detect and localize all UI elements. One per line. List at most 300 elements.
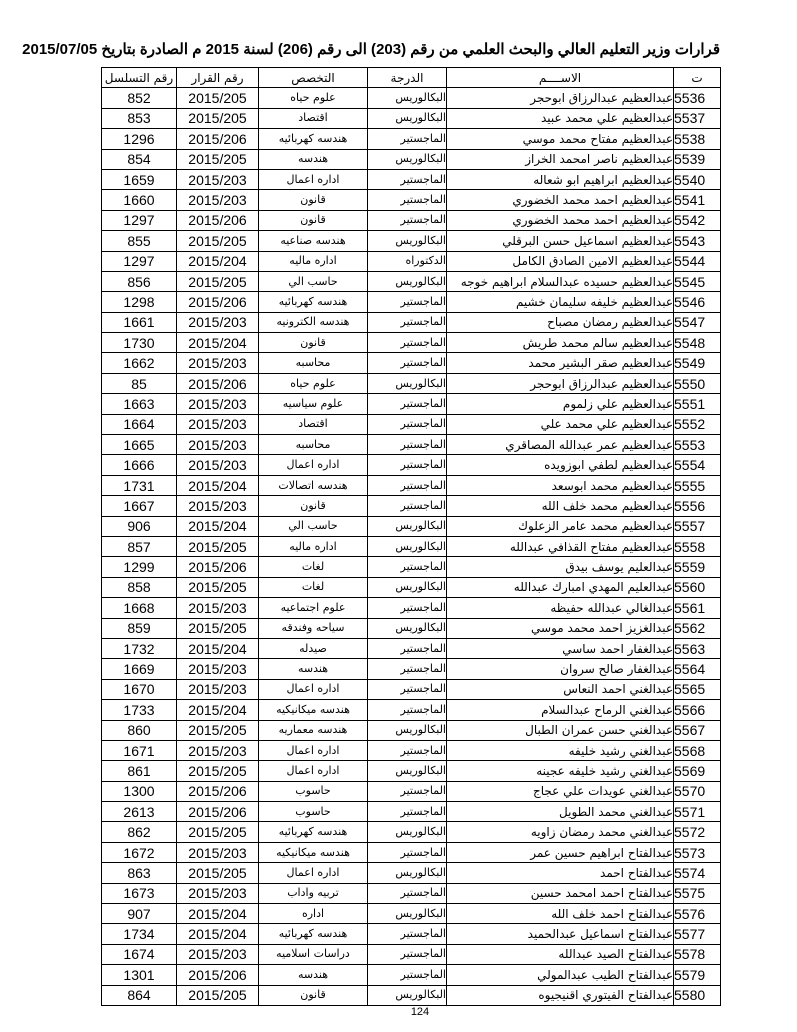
cell-name: عبدالعظيم مفتاح محمد موسي xyxy=(447,129,674,149)
table-row xyxy=(102,700,721,720)
table-header-row xyxy=(102,68,721,88)
cell-decision: 2015/203 xyxy=(177,190,259,210)
cell-no: 5544 xyxy=(674,251,721,271)
cell-specialty: هندسه الكترونيه xyxy=(259,312,368,332)
table-row xyxy=(102,373,721,393)
cell-serial: 1296 xyxy=(102,129,177,149)
cell-degree: الماجستير xyxy=(368,394,447,414)
cell-no: 5578 xyxy=(674,944,721,964)
cell-specialty: سياحه وفندقه xyxy=(259,618,368,638)
cell-no: 5548 xyxy=(674,333,721,353)
cell-specialty: هندسه ميكانيكيه xyxy=(259,842,368,862)
cell-decision: 2015/205 xyxy=(177,985,259,1005)
cell-no: 5580 xyxy=(674,985,721,1005)
cell-serial: 863 xyxy=(102,863,177,883)
header-serial: رقم التسلسل xyxy=(102,68,177,88)
cell-serial: 862 xyxy=(102,822,177,842)
cell-serial: 1667 xyxy=(102,496,177,516)
cell-degree: الماجستير xyxy=(368,638,447,658)
cell-serial: 1663 xyxy=(102,394,177,414)
cell-name: عبدالغني احمد النعاس xyxy=(447,679,674,699)
cell-serial: 85 xyxy=(102,373,177,393)
cell-specialty: اداره اعمال xyxy=(259,863,368,883)
cell-no: 5573 xyxy=(674,842,721,862)
cell-no: 5565 xyxy=(674,679,721,699)
cell-serial: 1730 xyxy=(102,333,177,353)
cell-name: عبدالفتاح ابراهيم حسين عمر xyxy=(447,842,674,862)
cell-degree: الماجستير xyxy=(368,679,447,699)
table-row xyxy=(102,190,721,210)
cell-decision: 2015/206 xyxy=(177,965,259,985)
cell-name: عبدالغني محمد رمضان زاويه xyxy=(447,822,674,842)
table-row xyxy=(102,475,721,495)
cell-specialty: لغات xyxy=(259,557,368,577)
table-row xyxy=(102,802,721,822)
cell-serial: 1674 xyxy=(102,944,177,964)
cell-name: عبدالعظيم رمضان مصباح xyxy=(447,312,674,332)
cell-serial: 1661 xyxy=(102,312,177,332)
table-row xyxy=(102,883,721,903)
cell-name: عبدالغالي عبدالله حفيظه xyxy=(447,598,674,618)
cell-specialty: هندسه xyxy=(259,965,368,985)
cell-decision: 2015/204 xyxy=(177,700,259,720)
table-row xyxy=(102,924,721,944)
cell-serial: 852 xyxy=(102,88,177,108)
table-row xyxy=(102,496,721,516)
cell-specialty: هندسه كهربائيه xyxy=(259,924,368,944)
cell-specialty: هندسه صناعيه xyxy=(259,231,368,251)
cell-name: عبدالغني الرماح عبدالسلام xyxy=(447,700,674,720)
cell-name: عبدالعظيم علي محمد عبيد xyxy=(447,108,674,128)
cell-name: عبدالعليم يوسف بيدق xyxy=(447,557,674,577)
cell-decision: 2015/203 xyxy=(177,394,259,414)
cell-no: 5570 xyxy=(674,781,721,801)
cell-degree: البكالوريس xyxy=(368,149,447,169)
table-row xyxy=(102,985,721,1005)
table-row xyxy=(102,761,721,781)
table-row xyxy=(102,108,721,128)
cell-name: عبدالفتاح اسماعيل عبدالحميد xyxy=(447,924,674,944)
cell-name: عبدالغزيز احمد محمد موسي xyxy=(447,618,674,638)
cell-degree: البكالوريس xyxy=(368,108,447,128)
table-row xyxy=(102,781,721,801)
cell-degree: الماجستير xyxy=(368,190,447,210)
cell-specialty: اقتصاد xyxy=(259,414,368,434)
cell-degree: البكالوريس xyxy=(368,88,447,108)
cell-serial: 856 xyxy=(102,271,177,291)
cell-decision: 2015/206 xyxy=(177,557,259,577)
cell-decision: 2015/203 xyxy=(177,312,259,332)
cell-name: عبدالغفار احمد ساسي xyxy=(447,638,674,658)
cell-name: عبدالغني عويدات علي عجاج xyxy=(447,781,674,801)
cell-specialty: علوم سياسيه xyxy=(259,394,368,414)
cell-serial: 1733 xyxy=(102,700,177,720)
cell-specialty: قانون xyxy=(259,985,368,1005)
cell-specialty: اداره ماليه xyxy=(259,251,368,271)
cell-serial: 853 xyxy=(102,108,177,128)
cell-decision: 2015/205 xyxy=(177,88,259,108)
cell-name: عبدالعظيم خليفه سليمان خشيم xyxy=(447,292,674,312)
cell-no: 5561 xyxy=(674,598,721,618)
cell-specialty: هندسه معماريه xyxy=(259,720,368,740)
cell-name: عبدالعظيم ابراهيم ابو شعاله xyxy=(447,169,674,189)
cell-name: عبدالفتاح احمد امحمد حسين xyxy=(447,883,674,903)
cell-decision: 2015/203 xyxy=(177,414,259,434)
cell-serial: 1732 xyxy=(102,638,177,658)
cell-specialty: اقتصاد xyxy=(259,108,368,128)
cell-name: عبدالعظيم مفتاح القذافي عبدالله xyxy=(447,536,674,556)
cell-degree: الماجستير xyxy=(368,169,447,189)
page-number: 124 xyxy=(410,1006,430,1018)
cell-degree: البكالوريس xyxy=(368,373,447,393)
header-specialty: التخصص xyxy=(259,68,368,88)
cell-degree: البكالوريس xyxy=(368,536,447,556)
cell-degree: البكالوريس xyxy=(368,904,447,924)
cell-specialty: هندسه كهربائيه xyxy=(259,822,368,842)
table-row xyxy=(102,231,721,251)
cell-serial: 1300 xyxy=(102,781,177,801)
table-row xyxy=(102,638,721,658)
cell-serial: 1664 xyxy=(102,414,177,434)
cell-name: عبدالفتاح احمد xyxy=(447,863,674,883)
cell-no: 5566 xyxy=(674,700,721,720)
table-row xyxy=(102,129,721,149)
cell-no: 5541 xyxy=(674,190,721,210)
cell-degree: البكالوريس xyxy=(368,577,447,597)
table-row xyxy=(102,720,721,740)
cell-name: عبدالعظيم اسماعيل حسن البرقلي xyxy=(447,231,674,251)
cell-no: 5574 xyxy=(674,863,721,883)
cell-no: 5576 xyxy=(674,904,721,924)
cell-degree: البكالوريس xyxy=(368,985,447,1005)
table-row xyxy=(102,598,721,618)
cell-degree: الماجستير xyxy=(368,659,447,679)
cell-specialty: صيدله xyxy=(259,638,368,658)
cell-name: عبدالعظيم محمد خلف الله xyxy=(447,496,674,516)
cell-degree: البكالوريس xyxy=(368,761,447,781)
table-row xyxy=(102,312,721,332)
cell-degree: البكالوريس xyxy=(368,863,447,883)
cell-name: عبدالعظيم محمد عامر الزعلوك xyxy=(447,516,674,536)
cell-no: 5552 xyxy=(674,414,721,434)
cell-no: 5572 xyxy=(674,822,721,842)
cell-name: عبدالعظيم صقر البشير محمد xyxy=(447,353,674,373)
cell-serial: 860 xyxy=(102,720,177,740)
cell-decision: 2015/204 xyxy=(177,475,259,495)
cell-name: عبدالعظيم ناصر امحمد الخراز xyxy=(447,149,674,169)
cell-degree: الماجستير xyxy=(368,496,447,516)
table-row xyxy=(102,251,721,271)
cell-decision: 2015/206 xyxy=(177,781,259,801)
cell-decision: 2015/205 xyxy=(177,618,259,638)
document-title: قرارات وزير التعليم العالي والبحث العلمي من رقم (203) الى رقم (206) لسنة 2015 م الصادرة بتاريخ 2015/07/05 xyxy=(22,41,720,58)
cell-decision: 2015/203 xyxy=(177,435,259,455)
cell-no: 5571 xyxy=(674,802,721,822)
cell-name: عبدالعظيم عبدالرزاق ابوحجر xyxy=(447,373,674,393)
cell-specialty: حاسب الي xyxy=(259,271,368,291)
cell-degree: البكالوريس xyxy=(368,720,447,740)
cell-no: 5563 xyxy=(674,638,721,658)
cell-no: 5540 xyxy=(674,169,721,189)
decisions-table xyxy=(101,67,721,1006)
cell-name: عبدالغفار صالح سروان xyxy=(447,659,674,679)
cell-degree: الماجستير xyxy=(368,842,447,862)
cell-serial: 1669 xyxy=(102,659,177,679)
cell-name: عبدالفتاح الفيتوري اقنيجيوه xyxy=(447,985,674,1005)
cell-no: 5556 xyxy=(674,496,721,516)
cell-specialty: اداره xyxy=(259,904,368,924)
cell-decision: 2015/203 xyxy=(177,455,259,475)
cell-name: عبدالعظيم علي زلموم xyxy=(447,394,674,414)
table-row xyxy=(102,536,721,556)
cell-specialty: علوم اجتماعيه xyxy=(259,598,368,618)
cell-specialty: لغات xyxy=(259,577,368,597)
cell-serial: 1297 xyxy=(102,251,177,271)
cell-serial: 1671 xyxy=(102,740,177,760)
cell-no: 5545 xyxy=(674,271,721,291)
cell-degree: الماجستير xyxy=(368,312,447,332)
cell-no: 5568 xyxy=(674,740,721,760)
cell-no: 5569 xyxy=(674,761,721,781)
cell-specialty: محاسبه xyxy=(259,353,368,373)
cell-serial: 864 xyxy=(102,985,177,1005)
cell-name: عبدالعظيم الامين الصادق الكامل xyxy=(447,251,674,271)
cell-specialty: هندسه xyxy=(259,659,368,679)
cell-no: 5567 xyxy=(674,720,721,740)
cell-no: 5577 xyxy=(674,924,721,944)
cell-degree: الدكتوراه xyxy=(368,251,447,271)
cell-specialty: هندسه كهربائيه xyxy=(259,292,368,312)
cell-specialty: هندسه xyxy=(259,149,368,169)
cell-degree: الماجستير xyxy=(368,740,447,760)
cell-degree: الماجستير xyxy=(368,455,447,475)
table-row xyxy=(102,394,721,414)
cell-specialty: هندسه كهربائيه xyxy=(259,129,368,149)
cell-serial: 1662 xyxy=(102,353,177,373)
cell-serial: 858 xyxy=(102,577,177,597)
cell-degree: الماجستير xyxy=(368,944,447,964)
cell-serial: 1672 xyxy=(102,842,177,862)
table-row xyxy=(102,455,721,475)
table-row xyxy=(102,516,721,536)
cell-degree: الماجستير xyxy=(368,557,447,577)
cell-specialty: اداره اعمال xyxy=(259,169,368,189)
cell-degree: الماجستير xyxy=(368,883,447,903)
cell-decision: 2015/205 xyxy=(177,863,259,883)
cell-decision: 2015/204 xyxy=(177,516,259,536)
cell-decision: 2015/206 xyxy=(177,129,259,149)
cell-decision: 2015/205 xyxy=(177,822,259,842)
table-row xyxy=(102,679,721,699)
cell-decision: 2015/205 xyxy=(177,231,259,251)
cell-name: عبدالغني محمد الطويل xyxy=(447,802,674,822)
header-no: ت xyxy=(674,68,721,88)
cell-name: عبدالعليم المهدي امبارك عبدالله xyxy=(447,577,674,597)
table-row xyxy=(102,333,721,353)
cell-specialty: قانون xyxy=(259,333,368,353)
table-row xyxy=(102,740,721,760)
cell-decision: 2015/206 xyxy=(177,292,259,312)
cell-specialty: اداره اعمال xyxy=(259,740,368,760)
cell-serial: 854 xyxy=(102,149,177,169)
cell-name: عبدالعظيم احمد محمد الخضوري xyxy=(447,190,674,210)
table-row xyxy=(102,822,721,842)
cell-decision: 2015/203 xyxy=(177,353,259,373)
table-row xyxy=(102,271,721,291)
cell-degree: الماجستير xyxy=(368,924,447,944)
cell-serial: 1660 xyxy=(102,190,177,210)
cell-serial: 1659 xyxy=(102,169,177,189)
cell-specialty: محاسبه xyxy=(259,435,368,455)
cell-decision: 2015/206 xyxy=(177,210,259,230)
table-row xyxy=(102,88,721,108)
cell-serial: 855 xyxy=(102,231,177,251)
cell-specialty: قانون xyxy=(259,210,368,230)
cell-degree: البكالوريس xyxy=(368,516,447,536)
cell-no: 5558 xyxy=(674,536,721,556)
cell-serial: 1299 xyxy=(102,557,177,577)
cell-specialty: هندسه اتصالات xyxy=(259,475,368,495)
cell-degree: البكالوريس xyxy=(368,822,447,842)
cell-serial: 1666 xyxy=(102,455,177,475)
table-row xyxy=(102,353,721,373)
cell-decision: 2015/203 xyxy=(177,659,259,679)
cell-decision: 2015/204 xyxy=(177,251,259,271)
cell-decision: 2015/206 xyxy=(177,373,259,393)
cell-specialty: اداره ماليه xyxy=(259,536,368,556)
cell-decision: 2015/205 xyxy=(177,577,259,597)
cell-degree: الماجستير xyxy=(368,333,447,353)
cell-decision: 2015/204 xyxy=(177,333,259,353)
cell-decision: 2015/205 xyxy=(177,108,259,128)
cell-decision: 2015/205 xyxy=(177,149,259,169)
cell-specialty: حاسب الي xyxy=(259,516,368,536)
cell-serial: 857 xyxy=(102,536,177,556)
cell-name: عبدالعظيم عمر عبدالله المصاقري xyxy=(447,435,674,455)
cell-decision: 2015/203 xyxy=(177,679,259,699)
cell-specialty: اداره اعمال xyxy=(259,455,368,475)
cell-specialty: حاسوب xyxy=(259,802,368,822)
cell-decision: 2015/203 xyxy=(177,944,259,964)
cell-serial: 1297 xyxy=(102,210,177,230)
cell-name: عبدالعظيم لطفي ابوزويده xyxy=(447,455,674,475)
cell-no: 5560 xyxy=(674,577,721,597)
cell-name: عبدالعظيم محمد ابوسعد xyxy=(447,475,674,495)
cell-serial: 1668 xyxy=(102,598,177,618)
cell-serial: 906 xyxy=(102,516,177,536)
cell-degree: البكالوريس xyxy=(368,271,447,291)
cell-no: 5553 xyxy=(674,435,721,455)
cell-degree: الماجستير xyxy=(368,435,447,455)
cell-specialty: علوم حياه xyxy=(259,88,368,108)
cell-degree: الماجستير xyxy=(368,292,447,312)
header-degree: الدرجة xyxy=(368,68,447,88)
table-body xyxy=(102,88,721,1006)
cell-name: عبدالغني رشيد خليفه عجينه xyxy=(447,761,674,781)
cell-name: عبدالعظيم احمد محمد الخضوري xyxy=(447,210,674,230)
cell-specialty: اداره اعمال xyxy=(259,761,368,781)
cell-degree: الماجستير xyxy=(368,129,447,149)
cell-degree: الماجستير xyxy=(368,210,447,230)
cell-serial: 907 xyxy=(102,904,177,924)
cell-name: عبدالعظيم علي محمد علي xyxy=(447,414,674,434)
cell-no: 5542 xyxy=(674,210,721,230)
cell-no: 5554 xyxy=(674,455,721,475)
cell-name: عبدالعظيم حسيده عبدالسلام ابراهيم خوجه xyxy=(447,271,674,291)
table-row xyxy=(102,842,721,862)
table-row xyxy=(102,292,721,312)
cell-specialty: قانون xyxy=(259,190,368,210)
cell-serial: 2613 xyxy=(102,802,177,822)
table-row xyxy=(102,210,721,230)
cell-decision: 2015/203 xyxy=(177,883,259,903)
cell-decision: 2015/205 xyxy=(177,761,259,781)
cell-specialty: تربيه واداب xyxy=(259,883,368,903)
cell-serial: 1734 xyxy=(102,924,177,944)
cell-decision: 2015/204 xyxy=(177,904,259,924)
cell-name: عبدالغني رشيد خليفه xyxy=(447,740,674,760)
cell-decision: 2015/203 xyxy=(177,842,259,862)
cell-no: 5562 xyxy=(674,618,721,638)
cell-degree: الماجستير xyxy=(368,781,447,801)
cell-decision: 2015/205 xyxy=(177,720,259,740)
table-row xyxy=(102,659,721,679)
table-row xyxy=(102,577,721,597)
cell-degree: الماجستير xyxy=(368,700,447,720)
table-row xyxy=(102,863,721,883)
cell-specialty: دراسات اسلاميه xyxy=(259,944,368,964)
cell-serial: 1301 xyxy=(102,965,177,985)
cell-degree: الماجستير xyxy=(368,414,447,434)
cell-no: 5536 xyxy=(674,88,721,108)
cell-degree: الماجستير xyxy=(368,965,447,985)
cell-decision: 2015/204 xyxy=(177,638,259,658)
cell-decision: 2015/205 xyxy=(177,271,259,291)
cell-serial: 1670 xyxy=(102,679,177,699)
table-row xyxy=(102,618,721,638)
cell-specialty: حاسوب xyxy=(259,781,368,801)
header-name: الاســــم xyxy=(447,68,674,88)
cell-name: عبدالفتاح الطيب عبدالمولي xyxy=(447,965,674,985)
cell-name: عبدالفتاح احمد خلف الله xyxy=(447,904,674,924)
cell-specialty: قانون xyxy=(259,496,368,516)
table-row xyxy=(102,557,721,577)
cell-name: عبدالفتاح الصيد عبدالله xyxy=(447,944,674,964)
cell-no: 5547 xyxy=(674,312,721,332)
cell-degree: الماجستير xyxy=(368,353,447,373)
cell-no: 5543 xyxy=(674,231,721,251)
table-row xyxy=(102,435,721,455)
cell-specialty: هندسه ميكانيكيه xyxy=(259,700,368,720)
table-row xyxy=(102,944,721,964)
cell-degree: الماجستير xyxy=(368,475,447,495)
cell-decision: 2015/203 xyxy=(177,740,259,760)
cell-no: 5546 xyxy=(674,292,721,312)
cell-specialty: اداره اعمال xyxy=(259,679,368,699)
cell-no: 5575 xyxy=(674,883,721,903)
cell-serial: 861 xyxy=(102,761,177,781)
cell-no: 5549 xyxy=(674,353,721,373)
cell-degree: البكالوريس xyxy=(368,618,447,638)
cell-degree: الماجستير xyxy=(368,598,447,618)
header-decision: رقم القرار xyxy=(177,68,259,88)
cell-specialty: علوم حياه xyxy=(259,373,368,393)
cell-no: 5537 xyxy=(674,108,721,128)
cell-serial: 1673 xyxy=(102,883,177,903)
cell-degree: البكالوريس xyxy=(368,231,447,251)
cell-degree: الماجستير xyxy=(368,802,447,822)
cell-no: 5555 xyxy=(674,475,721,495)
